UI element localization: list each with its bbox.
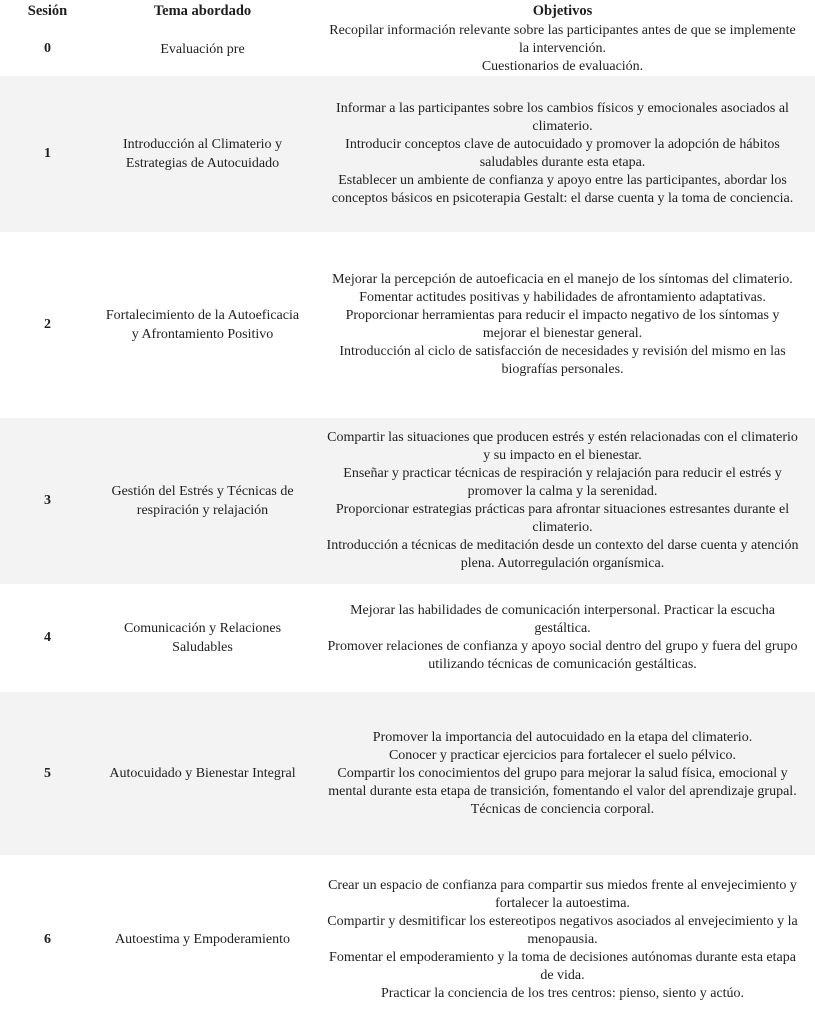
objective-text: Fomentar el empoderamiento y la toma de decisiones autónomas durante esta etapa de vida.: [329, 949, 796, 983]
session-cell: 2: [44, 317, 51, 332]
objectives-cell: [310, 76, 815, 232]
objective-text: Mejorar la percepción de autoeficacia en el manejo de los síntomas del climaterio.: [332, 272, 793, 287]
topic-cell: Autocuidado y Bienestar Integral: [109, 766, 296, 781]
objective-text: Cuestionarios de evaluación.: [481, 59, 644, 74]
objective-text: Crear un espacio de confianza para compartir sus miedos frente al envejecimiento y fortalecer la autoestima.: [328, 877, 797, 911]
topic-cell: Gestión del Estrés y Técnicas de respiración y relajación: [111, 484, 294, 518]
topic-cell: Introducción al Climaterio y Estrategias de Autocuidado: [122, 137, 282, 171]
table-header: [0, 0, 815, 22]
table-row: [0, 692, 815, 855]
objective-text: Compartir los conocimientos del grupo para mejorar la salud física, emocional y mental durante esta etapa de transición, fomentando el valor del aprendizaje grupal.: [328, 765, 797, 799]
session-cell: 4: [44, 630, 51, 645]
header-row: [0, 0, 815, 22]
objective-text: Introducir conceptos clave de autocuidado y promover la adopción de hábitos saludables durante esta etapa.: [345, 137, 780, 170]
session-cell: 0: [44, 41, 51, 56]
objective-text: Recopilar información relevante sobre las participantes antes de que se implemente la intervención.: [329, 23, 796, 56]
objective-text: Informar a las participantes sobre los cambios físicos y emocionales asociados al climaterio.: [336, 101, 789, 134]
objective-text: Compartir las situaciones que producen estrés y estén relacionadas con el climaterio y su impacto en el bienestar.: [327, 430, 798, 463]
objective-text: Conocer y practicar ejercicios para fortalecer el suelo pélvico.: [388, 747, 737, 763]
header-session: Sesión: [0, 0, 95, 22]
table-row: [0, 232, 815, 418]
topic-cell: Autoestima y Empoderamiento: [115, 932, 290, 947]
topic-cell: Comunicación y Relaciones Saludables: [123, 621, 282, 655]
session-cell: 1: [44, 146, 51, 161]
table-body: [0, 22, 815, 1024]
objective-text: Promover relaciones de confianza y apoyo social dentro del grupo y fuera del grupo utilizando técnicas de comunicación gestálticas.: [327, 639, 798, 672]
objective-text: Introducción al ciclo de satisfacción de necesidades y revisión del mismo en las biografías personales.: [339, 344, 786, 377]
objectives-cell: [310, 855, 815, 1024]
objective-text: Mejorar las habilidades de comunicación interpersonal. Practicar la escucha gestáltica.: [350, 603, 775, 636]
objectives-cell: [310, 232, 815, 418]
header-topic: Tema abordado: [95, 0, 310, 22]
session-cell: 3: [44, 493, 51, 508]
objective-text: Técnicas de conciencia corporal.: [470, 801, 655, 817]
session-cell: 5: [44, 765, 51, 781]
objective-text: Introducción a técnicas de meditación desde un contexto del darse cuenta y atención plena. Autorregulación organísmica.: [326, 538, 799, 571]
objective-text: Proporcionar estrategias prácticas para afrontar situaciones estresantes durante el climaterio.: [335, 502, 790, 535]
table-row: [0, 418, 815, 584]
objectives-cell: [310, 418, 815, 584]
objective-text: Promover la importancia del autocuidado en la etapa del climaterio.: [372, 729, 753, 745]
table-row: [0, 855, 815, 1024]
topic-cell: Fortalecimiento de la Autoeficacia y Afrontamiento Positivo: [105, 308, 300, 342]
objectives-cell: [310, 584, 815, 692]
topic-cell: Evaluación pre: [160, 41, 245, 57]
objectives-cell: [310, 22, 815, 76]
objective-text: Practicar la conciencia de los tres centros: pienso, siento y actúo.: [380, 985, 745, 1001]
objective-text: Establecer un ambiente de confianza y apoyo entre las participantes, abordar los conceptos básicos en psicoterapia Gestalt: el darse cuenta y la toma de conciencia.: [331, 173, 794, 206]
objective-text: Fomentar actitudes positivas y habilidades de afrontamiento adaptativas.: [359, 290, 766, 305]
table-row: [0, 76, 815, 232]
objective-text: Compartir y desmitificar los estereotipos negativos asociados al envejecimiento y la menopausia.: [327, 913, 798, 947]
header-objectives: Objetivos: [310, 0, 815, 22]
objective-text: Proporcionar herramientas para reducir el impacto negativo de los síntomas y mejorar el bienestar general.: [345, 308, 780, 341]
table-row: [0, 22, 815, 76]
objectives-cell: [310, 692, 815, 855]
objective-text: Enseñar y practicar técnicas de respiración y relajación para reducir el estrés y promover la calma y la serenidad.: [343, 466, 782, 499]
session-cell: 6: [44, 931, 51, 947]
table-row: [0, 584, 815, 692]
